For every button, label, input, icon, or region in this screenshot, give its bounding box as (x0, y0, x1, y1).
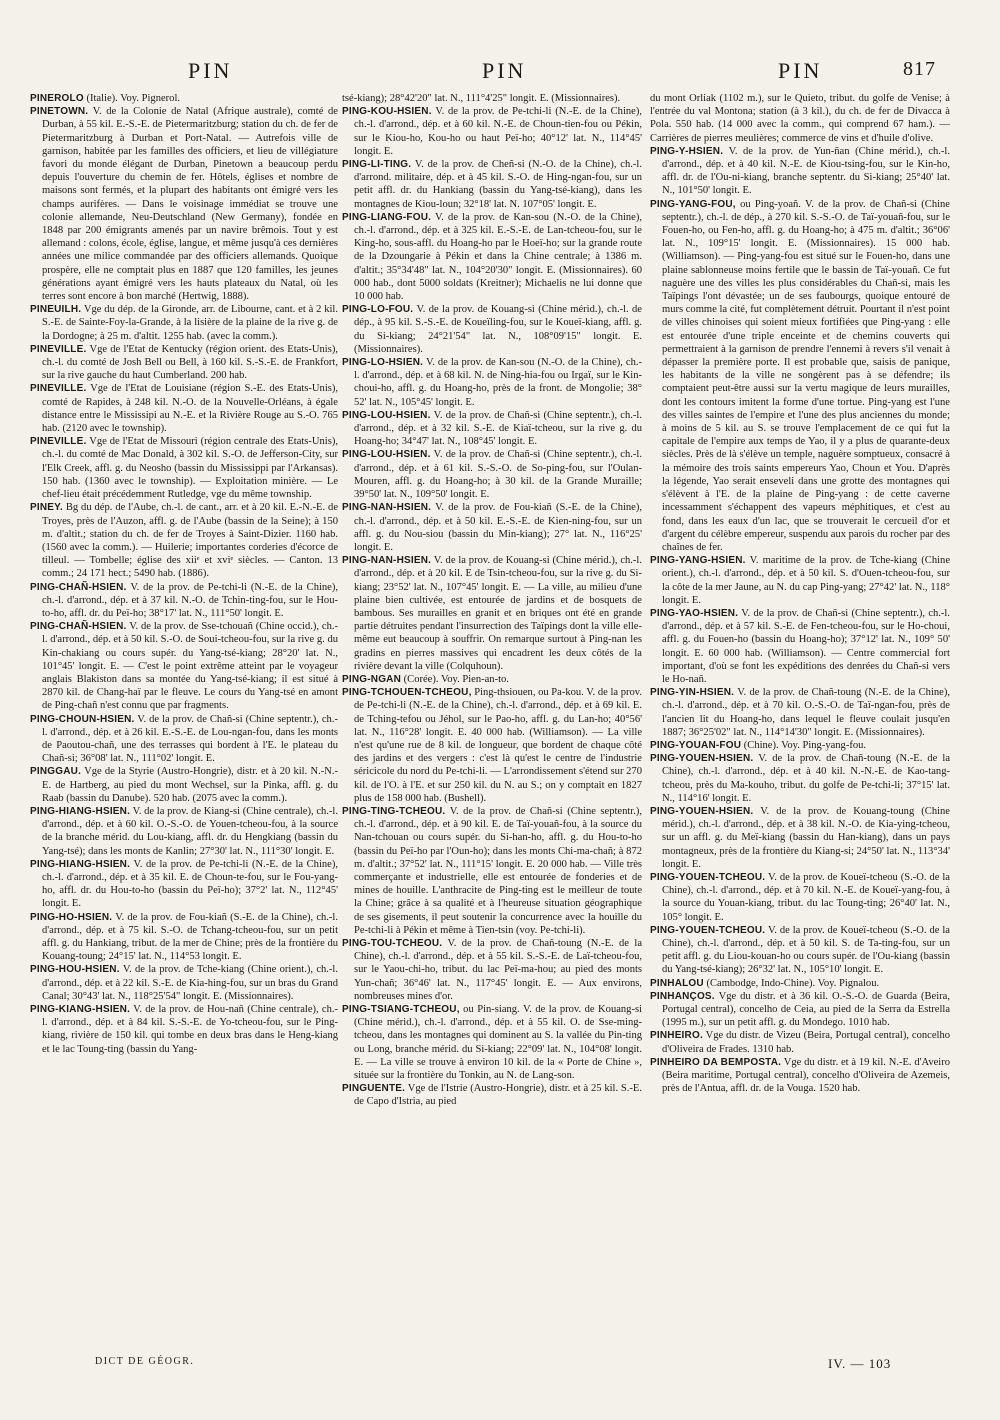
entry-headword: PING-YANG-HSIEN. (650, 555, 746, 567)
entry-headword: PINHALOU (650, 977, 704, 989)
entry-headword: PING-CHOUN-HSIEN. (30, 713, 135, 725)
entry-text: Vge du dép. de la Gironde, arr. de Libourne, cant. et à 2 kil. S.-E. de Sainte-Foy-la-Grande, à la lisière de la plaine de la rive g. de la Dordogne; à 25 m. d'altit. 1255 hab. (avec la comm.). (42, 304, 338, 342)
entry-headword: PINEY. (30, 502, 63, 514)
entry-text: (Corée). Voy. Pien-an-to. (403, 673, 509, 685)
entry-text: V. de la prov. de Chañ-si (Chine septentr.), ch.-l. d'arrond., dép. et à 26 kil. E.-S.-E. de Lou-ngan-fou, dans les monts de Paoutou-chañ, une des terrasses qui bordent à l'E. le plateau du Chañ-si; 36°08' lat. N., 111°02' longit. E. (42, 713, 338, 765)
entry-headword: PING-LO-HSIEN. (342, 357, 424, 369)
entry-headword: PING-KIANG-HSIEN. (30, 1004, 131, 1016)
entry-text: V. de la prov. de Hou-nañ (Chine centrale), ch.-l. d'arrond., dép. et à 84 kil. S.-S.-E. de Yo-tcheou-fou, sur le Ping-kiang, rivière de 150 kil. qui tombe en deux bras dans le Heng-kiang et le lac Toung-ting (bassin du Yang- (42, 1004, 338, 1055)
entry-headword: PING-HIANG-HSIEN. (30, 805, 131, 817)
entry-headword: PINGGAU. (30, 766, 82, 778)
entry-headword: PING-TCHOUEN-TCHEOU, (342, 687, 472, 699)
dictionary-entry (30, 620, 338, 712)
running-head-right: PIN (778, 58, 823, 83)
dictionary-entry (30, 343, 338, 383)
entry-headword: PING-HO-HSIEN. (30, 911, 113, 923)
entry-headword: PING-YANG-FOU, (650, 198, 736, 210)
dictionary-entry (342, 501, 642, 554)
entry-text: V. de la prov. de Yun-ñan (Chine mérid.), ch.-l. d'arrond., dép. et à 40 kil. N.-E. de Kiou-tsing-fou, sur le Kin-ho, affl. dr. de l'Ou-ni-kiang, branche septentr. du Si-kiang; 25°40' lat. N., 101°50' longit. E. (662, 145, 950, 197)
entry-text: (Chine). Voy. Ping-yang-fou. (743, 739, 867, 751)
dictionary-entry (650, 739, 950, 752)
entry-text: (Italie). Voy. Pignerol. (86, 93, 181, 104)
entry-headword: PINHANÇOS. (650, 990, 715, 1002)
entry-headword: PING-CHAÑ-HSIEN. (30, 621, 127, 633)
entry-headword: PING-CHAÑ-HSIEN. (30, 581, 127, 593)
entry-text: V. de la prov. de Kan-sou (N.-O. de la Chine), ch.-l. d'arrond., dép. et à 68 kil. N. de Ning-hia-fou ou Irgaï, sur le Kin-choui-ho, affl. g. du Hoang-ho, près de la front. de Mongolie; 38° 52' lat. N., 105°45' longit. E. (354, 357, 642, 408)
entry-text: V. de la prov. de Kiang-si (Chine centrale), ch.-l. d'arrond., dép. et à 60 kil. O.-S.-O. de Youen-tcheou-fou, à la source de la branche mérid. du Lou-kiang, affl. dr. du Hengkiang (bassin du Yang-tsé); dans les monts de Kanlin; 27°30' lat. N., 111°30' longit. E. (42, 805, 338, 857)
entry-text: Vge du distr. et à 36 kil. O.-S.-O. de Guarda (Beira, Portugal central), concelho de Ceia, au pied de la Serra da Estrella (1995 m.), sur un petit affl. g. du Mondego. 1010 hab. (662, 990, 950, 1029)
entry-text: Vge de la Styrie (Austro-Hongrie), distr. et à 20 kil. N.-N.-E. de Hartberg, au pied du mont Wechsel, sur la Pinka, affl. g. du Raab (bassin du Danube). 520 hab. (2075 avec la comm.). (42, 766, 338, 804)
dictionary-entry (342, 356, 642, 409)
entry-headword: PING-Y-HSIEN. (650, 145, 724, 157)
dictionary-entry (342, 105, 642, 158)
dictionary-entry (650, 990, 950, 1030)
page-number: 817 (903, 58, 936, 80)
footer-volume: IV. — 103 (828, 1356, 892, 1371)
dictionary-entry (650, 607, 950, 686)
dictionary-entry (342, 448, 642, 501)
entry-text: V. de la prov. de Pe-tchi-li (N.-E. de la Chine), ch.-l. d'arrond., dép. et à 35 kil. E. de Choun-te-fou, sur le Fou-yang-ho, affl. dr. du Hou-to-ho (bassin du Peï-ho); 37°2' lat. N., 112°45' longit. E. (42, 858, 338, 910)
dictionary-entry (650, 686, 950, 739)
dictionary-entry (650, 1029, 950, 1055)
dictionary-entry (650, 871, 950, 924)
dictionary-entry (342, 937, 642, 1003)
dictionary-entry (650, 1056, 950, 1096)
entry-headword: PING-YAO-HSIEN. (650, 607, 739, 619)
dictionary-entry (342, 1082, 642, 1108)
entry-headword: PINEVILLE. (30, 343, 87, 355)
dictionary-entry (650, 805, 950, 871)
dictionary-entry (650, 145, 950, 198)
entry-headword: PING-HOU-HSIEN. (30, 964, 120, 976)
dictionary-entry (30, 858, 338, 911)
entry-text: V. de la prov. de Pe-tchi-li (N.-E. de la Chine), ch.-l. d'arrond., dép. et à 37 kil. N.-O. de Tchin-ting-fou, sur le Hou-to-ho, affl. dr. du Peï-ho; 38°17' lat. N., 111°50' longit. E. (42, 581, 338, 619)
entry-headword: PINEUILH. (30, 304, 82, 316)
entry-text: Vge de l'Etat de Kentucky (région orient. des Etats-Unis), ch.-l. du comté de Josh Bell ou Bell, à 160 kil. S.-S.-E. de Frankfort, sur la rive gauche du haut Cumberland. 200 hab. (42, 343, 338, 382)
running-head (0, 58, 1000, 88)
entry-text: V. de la prov. de Chañ-toung (N.-E. de la Chine), ch.-l. d'arrond., dép. et à 70 kil. O.-S.-O. de Taï-ngan-fou, près de l'ancien lit du Hoang-ho, dans lequel le fleuve coulait jusqu'en 1887; 36°25'02" lat. N., 114°14'30" longit. E. (Missionnaires). (662, 687, 950, 738)
dictionary-entry (30, 963, 338, 1003)
entry-text: V. de la Colonie de Natal (Afrique australe), comté de Durban, à 55 kil. E.-S.-E. de Pietermaritzburg; station du ch. de fer de Pietermaritzburg à Durban et Port-Natal. — Autrefois ville de garnison, habitée par les familles des officiers, et lieu de villégiature favori du monde élégant de Durban, Pinetown a beaucoup perdu depuis l'ouverture du chemin de fer. Hôtels, églises et nombre de maisons sont fermés, et la plupart des habitants ont émigré vers les champs aurifères. — Dans le voisinage immédiat se trouve une colonie allemande, Neu-Deutschland (New Germany), fondée en 1848 par 200 émigrants amenés par un navire brêmois. Tout y est allemand : colons, école, église, langue, et même jusqu'à ces dernières années une milice commandée par des officiers allemands. Quoique prospère, elle ne comptait plus en 1887 que 120 familles, les jeunes générations ayant émigré vers les hauts plateaux du Natal, où les terres sont encore à bon marché (Hertwig, 1888). (42, 106, 338, 303)
entry-headword: PING-NAN-HSIEN. (342, 502, 432, 514)
entry-text: ou Ping-yoañ. V. de la prov. de Chañ-si (Chine septentr.), ch.-l. de dép., à 270 kil. S.-S.-O. de Taï-youañ-fou, sur le Fouen-ho, ou Fen-ho, affl. g. du Hoang-ho; à 475 m. d'altit.; 36°06' lat. N., 109°15' longit. E. (Missionnaires). 15 000 hab. (Williamson). — Ping-yang-fou est situé sur le Fouen-ho, dans une plaine sablonneuse moins fertile que le bassin de Taï-youañ. Ce fut naguère une des villes les plus considérables du Chañ-si, mais les Taïpings l'ont dévastée; un de ses faubourgs, quoique entouré de murs comme la cité, fut complètement détruit. Pourtant il n'est point de villes chinoises qui soient mieux fortifiées que Ping-yang : elle est entourée d'une triple enceinte et de chemins couverts qui permettraient à la garnison de prendre l'ennemi à revers s'il venait à dépasser la première porte. Il est probable que, saisis de panique, les habitants de la ville ne songèrent pas à se défendre; ils comptaient peut-être aussi sur la vertu magique de leurs murailles, dont les contours imitent la forme d'une tortue. Ping-yang est l'une des villes saintes de l'empire et l'une des plus anciennes du monde; à moins de 5 kil. au S. se trouve l'emplacement de ce qui fut la capitale de l'empire aux temps de Yao, il y a plus de quarante-deux siècles. Près de là s'élève un temple, naguère somptueux, consacré à la mémoire des trois saints empereurs Yao, Choun et You. D'après la légende, Yao serait enseveli dans une grotte des montagnes qui s'élèvent à l'E. de la plaine de Ping-yang : de cette caverne incessamment s'échappent des vapeurs méphitiques, et c'est au fond, dans les eaux d'un lac, que se trouverait le cercueil d'or et d'argent du célèbre empereur, suspendu aux parois du rocher par des chaînes de fer. (662, 198, 950, 553)
entry-headword: PINEVILLE. (30, 383, 87, 395)
running-head-left: PIN (188, 58, 233, 83)
dictionary-entry (30, 105, 338, 303)
entry-headword: PINEROLO (30, 93, 84, 104)
entry-text: Vge du distr. de Vizeu (Beira, Portugal central), concelho d'Oliveira de Frades. 1310 hab. (662, 1030, 950, 1055)
entry-text: Vge du distr. et à 19 kil. N.-E. d'Aveiro (Beira maritime, Portugal central), concelho d'Oliveira de Azemeis, près de l'Antua, affl. dr. de la Vouga. 1520 hab. (662, 1056, 950, 1095)
dictionary-entry (650, 554, 950, 607)
entry-headword: PING-YOUEN-TCHEOU. (650, 924, 766, 936)
entry-headword: PINHEIRO DA BEMPOSTA. (650, 1056, 782, 1068)
entry-headword: PINETOWN. (30, 106, 89, 118)
entry-headword: PINHEIRO. (650, 1030, 703, 1042)
entry-headword: PING-LO-FOU. (342, 304, 414, 316)
entry-text: Vge de l'Etat de Louisiane (région S.-E. des Etats-Unis), comté de Rapides, à 248 kil. N.-O. de la Nouvelle-Orléans, à égale distance entre le Mississipi au N.-E. et la Rivière Rouge au S.-O. 765 hab. (2120 avec le township). (42, 383, 338, 435)
entry-text: V. de la prov. de Kouang-si (Chine mérid.), ch.-l. d'arrond., dép. et à 20 kil. E de Tsin-tcheou-fou, sur la rive g. du Si-kiang; 23°52' lat. N., 107°45' longit. E. — La ville, au milieu d'une plaine bien cultivée, est entourée de jardins et de bosquets de bambous. Ses murailles en granit et en briques ont été en grande partie détruites pendant l'insurrection des Taïpings dont la ville elle-même eut beaucoup à souffrir. On remarque surtout à Ping-nan les gradins en pierres massives qui encadrent les deux côtés de la rivière devant la ville (Colquhoun). (354, 555, 642, 672)
entry-text: V. maritime de la prov. de Tche-kiang (Chine orient.), ch.-l. d'arrond., dép. et à 50 kil. S. d'Ouen-tcheou-fou, sur la côte de la mer Jaune, au N. du cap Ping-yang; 27°42' lat. N., 118° longit. E. (662, 555, 950, 606)
dictionary-entry (30, 303, 338, 343)
entry-headword: PING-YOUEN-HSIEN. (650, 805, 754, 817)
entry-headword: PING-LI-TING. (342, 159, 412, 171)
entry-text: tsé-kiang); 28°42'20" lat. N., 111°4'25" longit. E. (Missionnaires). (342, 93, 621, 104)
entry-text: du mont Orliak (1102 m.), sur le Quieto, tribut. du golfe de Venise; à l'entrée du val Montona; station (à 3 kil.), du ch. de fer de Divacca à Pola. 550 hab. (14 000 avec la comm., qui comprend 67 ham.). — Carrières de pierres meulières; commerce de vins et d'huile d'olive. (650, 93, 950, 144)
text-column-right (650, 92, 950, 1354)
entry-headword: PINEVILLE. (30, 436, 87, 448)
dictionary-entry (30, 713, 338, 766)
entry-headword: PING-HIANG-HSIEN. (30, 858, 131, 870)
entry-text: V. de la prov. de Chañ-toung (N.-E. de la Chine), ch.-l. d'arrond., dép. et à 55 kil. S.-S.-E. de Laï-tcheou-fou, sur le Yaou-chi-ho, tribut. du lac Peï-ma-hou; au pied des monts Yun-chañ; 36°46' lat. N., 117°45' longit. E. — Aux environs, nombreuses mines d'or. (354, 938, 642, 1002)
entry-headword: PING-LOU-HSIEN. (342, 449, 431, 461)
text-column-middle (342, 92, 642, 1354)
dictionary-entry (30, 581, 338, 621)
entry-text: V. de la prov. de Chañ-si (Chine septentr.), ch.-l. d'arrond., dép. et à 61 kil. S.-S.-O. de So-ping-fou, sur l'Oulan-Mouren, affl. g. du Hoang-ho; à 30 kil. de la Grande Muraille; 39°50' lat. N., 109°50' longit. E. (354, 449, 642, 501)
dictionary-entry (30, 765, 338, 805)
entry-text: V. de la prov. de Pe-tchi-li (N.-E. de la Chine), ch.-l. d'arrond., dép. et à 60 kil. N.-E. de Choun-tien-fou ou Pékin, sur le Kiou-ho, Kou-ho ou haut Peï-ho; 40°12' lat. N., 114°45' longit. E. (354, 106, 642, 157)
dictionary-entry (30, 501, 338, 580)
entry-text: V. de la prov. de Kouang-si (Chine mérid.), ch.-l. de dép., à 95 kil. S.-S.-E. de Koueïling-fou, sur le Koueï-kiang, affl. g. du Si-kiang; 24°21'54" lat. N., 108°09'15" longit. E. (Missionnaires). (354, 304, 642, 355)
dictionary-entry (342, 211, 642, 303)
entry-text: Bg du dép. de l'Aube, ch.-l. de cant., arr. et à 20 kil. E.-N.-E. de Troyes, près de l'Auzon, affl. g. de l'Aube (bassin de la Seine); à 150 m. d'altit.; station du ch. de fer de Troyes à Saint-Dizier. 1160 hab. (1560 avec la comm.). — Huilerie; importantes corderies d'écorce de tilleul. — Tombelle; église des xiiᵉ et xviᵉ siècles. — Canton. 13 comm.; 24 171 hect.; 5490 hab. (1886). (42, 502, 338, 580)
dictionary-entry (30, 382, 338, 435)
dictionary-entry (30, 92, 338, 105)
dictionary-entry (342, 303, 642, 356)
dictionary-entry (30, 435, 338, 501)
dictionary-entry (342, 554, 642, 673)
dictionary-entry (342, 92, 642, 105)
entry-text: Vge de l'Istrie (Austro-Hongrie), distr. et à 25 kil. S.-E. de Capo d'Istria, au pied (354, 1083, 642, 1108)
dictionary-entry (30, 911, 338, 964)
entry-text: V. de la prov. de Chañ-si (Chine septentr.), ch.-l. d'arrond., dép. et à 57 kil. S.-E. de Fen-tcheou-fou, sur le Ho-choui, affl. g. du Fouen-ho (bassin du Hoang-ho); 37°12' lat. N., 109° 50' longit. E. 60 000 hab. (Williamson). — Centre commercial fort important, d'où se font les expéditions des denrées du Chañ-si vers le Ho-nañ. (662, 607, 950, 685)
dictionary-entry (650, 92, 950, 145)
entry-text: ou Pin-siang. V. de la prov. de Kouang-si (Chine mérid.), ch.-l. d'arrond., dép. et à 55 kil. O. de Sse-ming-tcheou, dans les montagnes qui dominent au S. la vallée du Pin-ting ou Long, branche mérid. du Si-kiang; 22°09' lat. N., 104°08' longit. E. — La ville se trouve à environ 10 kil. de la « Porte de Chine », située sur la frontière du Tonkin, au N. de Lang-son. (354, 1004, 642, 1082)
entry-headword: PING-NGAN (342, 673, 402, 685)
entry-headword: PINGUENTE. (342, 1083, 406, 1095)
dictionary-entry (30, 1003, 338, 1056)
entry-text: Vge de l'Etat de Missouri (région centrale des Etats-Unis), ch.-l. du comté de Mac Donald, à 302 kil. S.-O. de Jefferson-City, sur l'Elk Creek, affl. g. du Neosho (bassin du Mississippi par l'Arkansas). 150 hab. (1360 avec le township). — Exploitation minière. — Le chef-lieu était précédemment Rutledge, vge du même township. (42, 436, 338, 501)
entry-text: V. de la prov. de Koueï-tcheou (S.-O. de la Chine), ch.-l. d'arrond., dép. et à 70 kil. N.-E. de Koueï-yang-fou, à la source du Youan-kiang, tribut. du lac Toung-ting; 26°40' lat. N., 105° longit. E. (662, 871, 950, 923)
entry-headword: PING-KOU-HSIEN. (342, 106, 432, 118)
dictionary-entry (650, 198, 950, 554)
entry-text: V. de la prov. de Chañ-toung (N.-E. de la Chine), ch.-l. d'arrond., dép. et à 40 kil. N.-N.-E. de Kao-tang-tcheou, près du Ma-kouho, tribut. du golfe de Pe-tchi-li; 37°15' lat. N., 114°16' longit. E. (662, 753, 950, 804)
dictionary-entry (342, 805, 642, 937)
dictionary-entry (342, 409, 642, 449)
dictionary-entry (650, 752, 950, 805)
entry-text: V. de la prov. de Kan-sou (N.-O. de la Chine), ch.-l. d'arrond., dép. et à 325 kil. E.-S.-E. de Lan-tcheou-fou, sur le King-ho, sous-affl. du Hoang-ho par le Hoeï-ho; sur la grande route de la Dzoungarie à Pékin et dans la Chine centrale; à 1386 m. d'altit.; 35°34'48" lat. N., 104°20'30" longit. E. (Missionnaires). 60 000 hab., dont 5000 soldats (Kreitner); Michaelis ne lui donne que 10 000 hab. (354, 211, 642, 303)
entry-headword: PING-TSIANG-TCHEOU, (342, 1004, 460, 1016)
entry-text: V. de la prov. de Fou-kiañ (S.-E. de la Chine), ch.-l. d'arrond., dép. et à 75 kil. S.-O. de Tchang-tcheou-fou, sur un petit affl. g. du Hankiang, tribut. de la mer de Chine; près de la frontière du Kouang-toung; 24°15' lat. N., 114°53 longit. E. (42, 911, 338, 963)
text-column-left (30, 92, 338, 1354)
dictionary-entry (342, 673, 642, 686)
entry-text: V. de la prov. de Cheñ-si (N.-O. de la Chine), ch.-l. d'arrond. militaire, dép. et à 45 kil. S.-O. de Hing-ngan-fou, sur un petit affl. dr. du Hankiang (bassin du Yang-tsé-kiang), dans les montagnes de Kiou-loun; 32°18' lat. N. 107°05' longit. E. (354, 159, 642, 210)
entry-text: V. de la prov. de Chañ-si (Chine septentr.), ch.-l. d'arrond., dép. et à 90 kil. E. de Taï-youañ-fou, à la source du Nan-tchouan ou cours supér. du Si-han-ho, affl. g. du Hou-to-ho (bassin du Peï-ho par l'Oun-ho); dans les monts Chi-ma-chañ; à 872 m. d'altit.; 37°52' lat. N., 111°15' longit. E. 20 000 hab. — Ville très commerçante et industrielle, elle est entourée de fonderies et de mines de houille. L'anthracite de Ping-ting est le meilleur de toute la Chine; grâce à sa qualité et à l'heureuse situation géographique de ses gisements, il peut soutenir la concurrence avec la houille du Pe-tchi-li à Pékin et même à Tien-tsin (voy. Pe-tchi-li). (354, 805, 642, 936)
entry-headword: PING-TING-TCHEOU. (342, 805, 446, 817)
entry-text: (Cambodge, Indo-Chine). Voy. Pignalou. (706, 977, 880, 989)
dictionary-entry (650, 924, 950, 977)
entry-text: V. de la prov. de Fou-kiañ (S.-E. de la Chine), ch.-l. d'arrond., dép. et à 50 kil. E.-S.-E. de Kien-ning-fou, sur un affl. g. du Nou-siou (bassin du Min-kiang); 27° lat. N., 116°25' longit. E. (354, 502, 642, 553)
entry-text: V. de la prov. de Tche-kiang (Chine orient.), ch.-l. d'arrond., dép. et à 22 kil. S.-E. de Kia-hing-fou, sur un bras du Grand Canal; 30°43' lat. N., 118°25'54" longit. E. (Missionnaires). (42, 964, 338, 1002)
entry-headword: PING-YOUEN-TCHEOU. (650, 871, 766, 883)
dictionary-entry (342, 1003, 642, 1082)
entry-text: V. de la prov. de Chañ-si (Chine septentr.), ch.-l. d'arrond., dép. et à 32 kil. S.-E. de Kiaï-tcheou, sur la rive g. du Hoang-ho; 34°47' lat. N., 108°45' longit. E. (354, 409, 642, 448)
entry-headword: PING-LIANG-FOU. (342, 211, 432, 223)
entry-headword: PING-YOUAN-FOU (650, 739, 742, 751)
dictionary-entry (30, 805, 338, 858)
entry-headword: PING-YIN-HSIEN. (650, 687, 735, 699)
entry-headword: PING-TOU-TCHEOU. (342, 938, 443, 949)
entry-text: V. de la prov. de Kouang-toung (Chine mérid.), ch.-l. d'arrond., dép. et à 38 kil. N.-O. de Kia-ying-tcheou, sur un affl. g. du Meï-kiang (bassin du Han-kiang), dans un pays montagneux, près de la frontière du Kiang-si; 24°50' lat. N., 113°34' longit. E. (662, 805, 950, 870)
entry-text: Ping-thsiouen, ou Pa-kou. V. de la prov. de Pe-tchi-li (N.-E. de la Chine), ch.-l. d'arrond., dép. et à 69 kil. E. de Tching-tefou ou Jéhol, sur le Pao-ho, affl. g. du Lan-ho; 40°56' lat. N., 116°28' longit. E. 40 000 hab. (Williamson). — La ville n'est qu'une rue de 8 kil. de longueur, que bordent de chaque côté des jardins et des vergers : c'est là qu'est le centre de l'industrie séricicole du nord du Pe-tchi-li. — L'arrondissement s'étend sur 270 kil. de l'O. à l'E. et sur 250 kil. du N. au S.; on y comptait en 1827 plus de 158 000 hab. (Bushell). (354, 687, 642, 804)
entry-headword: PING-YOUEN-HSIEN. (650, 753, 754, 765)
dictionary-entry (650, 977, 950, 990)
entry-text: V. de la prov. de Koueï-tcheou (S.-O. de la Chine), ch.-l. d'arrond., dép. et à 50 kil. S. de Ta-ting-fou, sur un petit affl. g. du Liou-kouan-ho ou cours supér. de l'Ou-kiang (bassin du Yang-tsé-kiang); 26°32' lat. N., 105°10' longit. E. (662, 924, 950, 976)
dictionary-entry (342, 158, 642, 211)
footer-signature: DICT DE GÉOGR. (95, 1356, 195, 1367)
running-head-center: PIN (482, 58, 527, 83)
entry-text: V. de la prov. de Sse-tchouañ (Chine occid.), ch.-l. d'arrond., dép. et à 50 kil. S.-O. de Soui-tcheou-fou, sur la rive g. du Kin-chakiang ou cours supér. du Yang-tsé-kiang; 28°20' lat. N., 101°45' longit. E. — C'est le point extrême atteint par le voyageur anglais Blakiston dans sa montée du Yang-tsé-kiang; il est situé à 2870 kil. de Chang-haï par le fleuve. Le cours du Yang-tsé en amont de Ping-chañ n'est connu que par fragments. (42, 621, 338, 712)
entry-headword: PING-LOU-HSIEN. (342, 409, 431, 421)
dictionary-entry (342, 686, 642, 805)
entry-headword: PING-NAN-HSIEN. (342, 555, 432, 567)
